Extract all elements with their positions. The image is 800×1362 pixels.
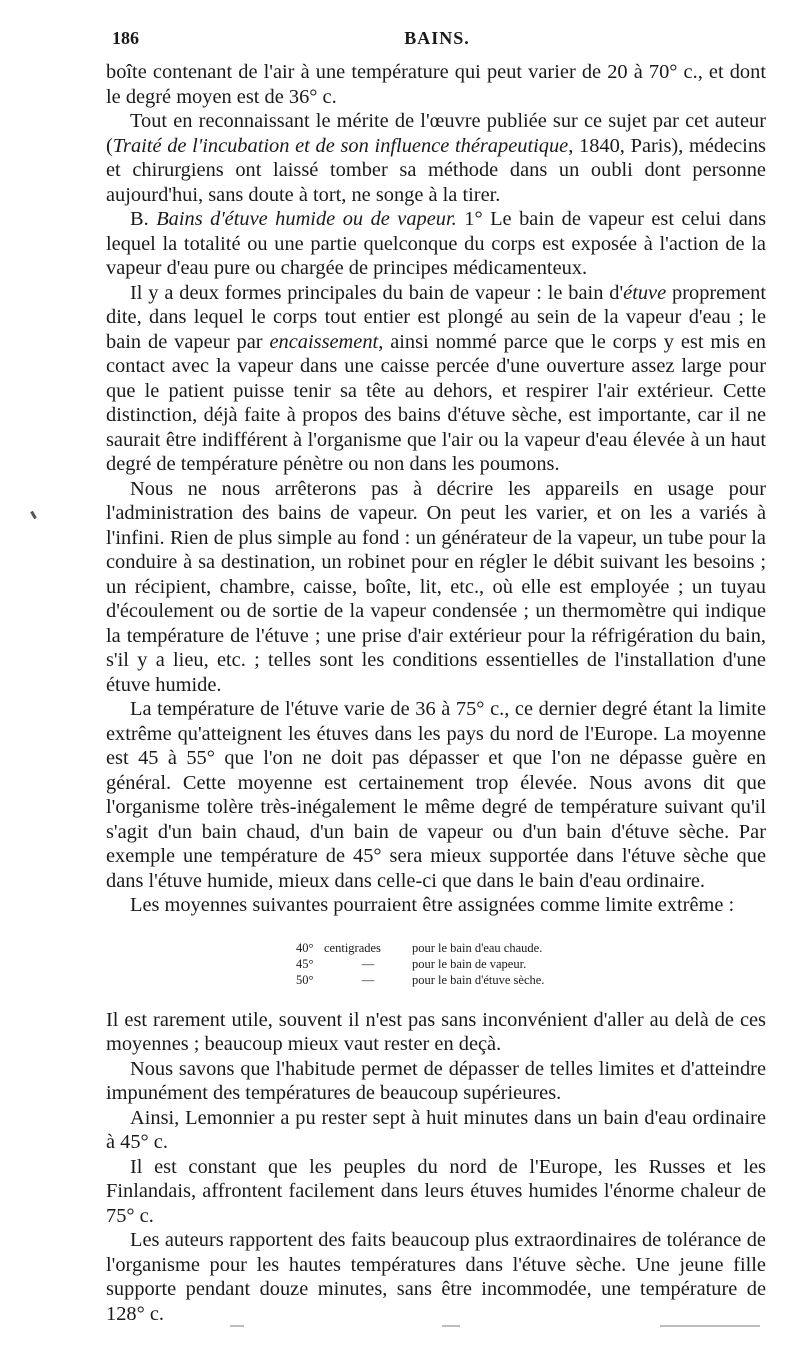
table-cell: 45° — [296, 956, 314, 971]
paragraph: La température de l'étuve varie de 36 à 75° c., ce dernier degré étant la limite extrême qu'atteignent les étuves dans les pays du nord de l'Europe. La moyenne est 45 à 55° que l'on ne doit pas dépasser et que l'on ne dépasse guère en général. Cette moyenne est certainement trop élevée. Nous avons dit que l'organisme tolère très-inégalement le même degré de température suivant qu'il s'agit d'un bain chaud, d'un bain de vapeur ou d'un bain d'étuve sèche. Par exemple une température de 45° sera mieux supportée dans l'étuve sèche que dans l'étuve humide, mieux dans celle-ci que dans le bain d'eau ordinaire. — [106, 698, 766, 892]
bleed-mark — [442, 1325, 460, 1327]
paragraph: Il y a deux formes principales du bain de vapeur : le bain d'étuve proprement dite, dans lequel le corps tout entier est plongé au sein de la vapeur d'eau ; le bain de vapeur par encaissement, ainsi nommé parce que le corps y est mis en contact avec la vapeur dans une caisse percée d'une ouverture assez large pour que le patient puisse tenir sa tête au dehors, et respirer l'air extérieur. Cette distinction, déjà faite à propos des bains d'étuve sèche, est importante, car il ne saurait être indifférent à l'organisme que l'air ou la vapeur d'eau élevée à un haut degré de température pénètre ou non dans les poumons. — [106, 281, 767, 475]
table-cell: 40° — [296, 940, 314, 955]
table-cell: 50° — [296, 972, 314, 987]
paragraph: Tout en reconnaissant le mérite de l'œuvre publiée sur ce sujet par cet auteur (Traité de l'incubation et de son influence thérapeutique, 1840, Paris), médecins et chirurgiens ont laissé tomber sa méthode dans un oubli dont personne aujourd'hui, sans doute à tort, ne songe à la tirer. — [106, 110, 766, 206]
section-label: B. — [130, 208, 157, 230]
paragraph: Nous savons que l'habitude permet de dépasser de telles limites et d'atteindre impunément des températures de beaucoup supérieures. — [106, 1057, 766, 1104]
table-cell: pour le bain d'eau chaude. — [412, 940, 543, 955]
page-header — [112, 28, 762, 56]
table-row — [296, 972, 544, 988]
section-heading: Bains d'étuve humide ou de vapeur. — [156, 208, 457, 230]
paragraph: Nous ne nous arrêterons pas à décrire les appareils en usage pour l'administration des bains de vapeur. On peut les varier, et on les a variés à l'infini. Rien de plus simple au fond : un générateur de la vapeur, un tube pour la conduire à sa destination, un robinet pour en régler le débit suivant les besoins ; un récipient, chambre, caisse, boîte, lit, etc., où elle est employée ; un tuyau d'écoulement ou de sortie de la vapeur condensée ; un thermomètre qui indique la température de l'étuve ; une prise d'air extérieur pour la réfrigération du bain, s'il y a lieu, etc. ; telles sont les conditions essentielles de l'installation d'une étuve humide. — [106, 477, 766, 696]
table-cell: centigrades — [324, 940, 381, 955]
paragraph: Il est constant que les peuples du nord de l'Europe, les Russes et les Finlandais, affrontent facilement dans leurs étuves humides l'énorme chaleur de 75° c. — [106, 1155, 766, 1227]
paragraph: Ainsi, Lemonnier a pu rester sept à huit minutes dans un bain d'eau ordinaire à 45° c. — [106, 1106, 766, 1153]
running-title: BAINS. — [404, 28, 470, 48]
table-cell: — — [361, 956, 375, 971]
emphasis-term: encaissement — [269, 330, 379, 353]
bleed-mark — [230, 1325, 244, 1327]
table-row — [296, 940, 544, 956]
paragraph: Les auteurs rapportent des faits beaucoup plus extraordinaires de tolérance de l'organisme pour les hautes températures dans l'étuve sèche. Une jeune fille supporte pendant douze minutes, sans être incommodée, une température de 128° c. — [106, 1229, 766, 1325]
stray-ink-mark — [30, 511, 37, 519]
page-number: 186 — [112, 28, 139, 48]
table-cell: pour le bain de vapeur. — [412, 956, 527, 971]
body-text — [106, 60, 766, 1326]
temperature-table — [296, 940, 544, 988]
section-paragraph: B. Bains d'étuve humide ou de vapeur. 1° Le bain de vapeur est celui dans lequel la totalité ou une partie quelconque du corps est exposée à l'action de la vapeur d'eau pure ou chargée de principes médicamenteux. — [106, 208, 767, 279]
table-row — [296, 956, 544, 972]
paragraph: Il est rarement utile, souvent il n'est pas sans inconvénient d'aller au delà de ces moyennes ; beaucoup mieux vaut rester en deçà. — [106, 1008, 766, 1055]
paragraph: Les moyennes suivantes pourraient être assignées comme limite extrême : — [130, 894, 735, 916]
bleed-mark — [660, 1325, 760, 1327]
table-cell: pour le bain d'étuve sèche. — [412, 972, 545, 987]
footer-bleed-marks — [230, 1325, 770, 1331]
table-cell: — — [361, 972, 375, 987]
emphasis-term: étuve — [623, 281, 667, 304]
book-title: Traité de l'incubation et de son influence thérapeutique — [112, 134, 569, 157]
paragraph: boîte contenant de l'air à une température qui peut varier de 20 à 70° c., et dont le degré moyen est de 36° c. — [106, 61, 766, 108]
